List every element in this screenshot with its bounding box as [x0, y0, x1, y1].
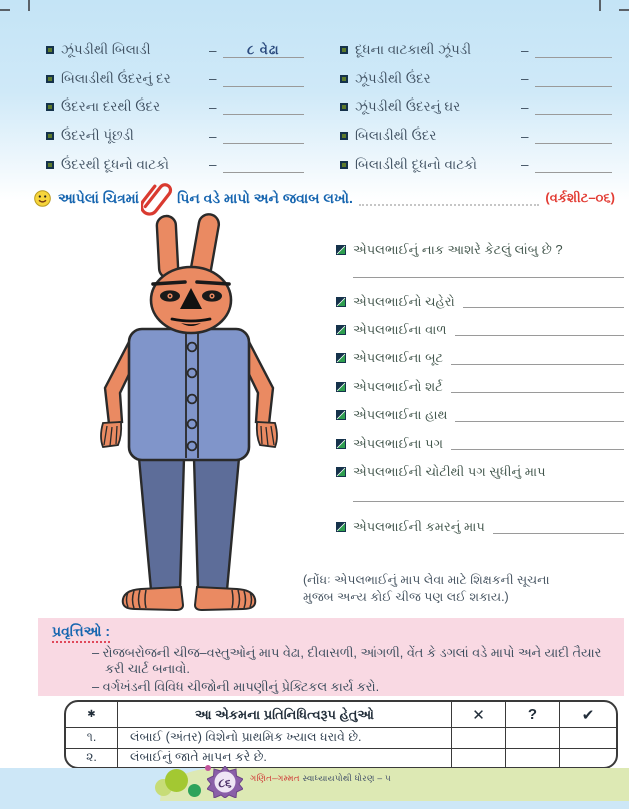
dash: –	[209, 128, 217, 144]
measure-item	[46, 150, 304, 179]
answer-blank	[451, 437, 624, 450]
table-row-text: લંબાઈનું જાતે માપન કરે છે.	[118, 749, 452, 768]
activities-title: પ્રવૃત્તિઓ :	[52, 623, 110, 643]
handwritten-answer: ૮ વેઢા	[247, 42, 280, 58]
measure-label: ઝૂંપડીથી બિલાડી	[61, 42, 151, 58]
square-bullet-icon	[340, 75, 348, 83]
worksheet-reference: (વર્કશીટ–૦૬)	[545, 190, 615, 205]
dash: –	[209, 157, 217, 173]
crop-mark	[28, 0, 30, 11]
question-text: એપલભાઈની કમરનું માપ	[353, 519, 485, 535]
figure-pants	[139, 458, 239, 590]
table-cell-empty	[506, 749, 560, 768]
question-item	[336, 316, 624, 344]
answer-blank	[455, 409, 624, 422]
answer-blank	[455, 323, 624, 336]
answer-blank	[535, 157, 612, 173]
question-text: એપલભાઈના બૂટ	[353, 350, 444, 366]
table-header-check: ✔	[560, 702, 616, 728]
question-text: એપલભાઈના પગ	[353, 435, 444, 451]
note-line: (નોંધઃ એપલભાઈનું માપ લેવા માટે શિક્ષકની સૂચના	[303, 573, 550, 587]
flag-bullet-icon	[336, 439, 346, 449]
objectives-table	[64, 700, 618, 769]
measurement-column-left	[46, 36, 304, 179]
square-bullet-icon	[46, 46, 54, 54]
measure-item	[340, 65, 612, 94]
question-item	[336, 429, 624, 457]
question-item	[336, 344, 624, 372]
table-header-title: આ એકમના પ્રતિનિધિત્વરૂપ હેતુઓ	[118, 702, 452, 728]
question-item	[336, 401, 624, 429]
flag-bullet-icon	[336, 522, 346, 532]
footer-series-title	[250, 773, 391, 784]
flag-bullet-icon	[336, 353, 346, 363]
dash: –	[209, 71, 217, 87]
square-bullet-icon	[340, 103, 348, 111]
question-text: એપલભાઈના વાળ	[353, 321, 447, 337]
question-list	[336, 236, 624, 542]
table-header-cross: ✕	[452, 702, 506, 728]
note-line: મુજબ અન્ય કોઈ ચીજ પણ લઈ શકાય.)	[303, 590, 509, 604]
measurement-list	[46, 36, 612, 179]
page-number-badge	[207, 766, 243, 798]
square-bullet-icon	[46, 132, 54, 140]
measure-item	[46, 93, 304, 122]
question-text: એપલભાઈની ચોટીથી પગ સુધીનું માપ	[353, 463, 546, 479]
activities-box	[38, 618, 624, 696]
instruction-text-left: આપેલાં ચિત્રમાં	[58, 189, 140, 206]
teacher-note	[303, 572, 623, 606]
answer-blank	[535, 128, 612, 144]
exercise-instruction-row	[34, 185, 615, 211]
answer-blank	[223, 42, 304, 58]
crop-mark	[599, 0, 601, 11]
measure-item	[340, 150, 612, 179]
square-bullet-icon	[340, 161, 348, 169]
crop-mark	[619, 9, 629, 11]
instruction-text-right: પિન વડે માપો અને જવાબ લખો.	[177, 189, 353, 206]
dotted-leader	[359, 191, 540, 206]
measure-label: બિલાડીથી ઉંદરનું દર	[61, 70, 171, 86]
measure-label: ઝૂંપડીથી ઉંદર	[355, 70, 431, 86]
answer-blank	[493, 521, 624, 534]
dash: –	[521, 99, 529, 115]
measure-label: ઉંદરની પૂંછડી	[61, 128, 134, 144]
measure-label: દૂધના વાટકાથી ઝૂંપડી	[355, 42, 472, 58]
measure-item	[340, 122, 612, 151]
answer-blank	[353, 501, 624, 502]
flag-bullet-icon	[336, 245, 346, 255]
measure-item	[340, 36, 612, 65]
answer-blank	[223, 71, 304, 87]
dash: –	[521, 71, 529, 87]
activity-item: – રોજબરોજની ચીજ–વસ્તુઓનું માપ વેઢા, દીવાસળી, આંગળી, વેંત કે ડગલાં વડે માપો અને યાદી તૈયાર કરી ચાર્ટ બનાવો.	[92, 645, 602, 676]
measure-item	[46, 65, 304, 94]
flag-bullet-icon	[336, 382, 346, 392]
figure-shirt	[129, 329, 249, 460]
dash: –	[209, 42, 217, 58]
question-item	[336, 236, 624, 264]
measure-label: ઉંદરના દરથી ઉંદર	[61, 99, 161, 115]
question-item	[336, 373, 624, 401]
question-text: એપલભાઈનો ચહેરો	[353, 293, 455, 309]
measure-item	[340, 93, 612, 122]
question-text: એપલભાઈનું નાક આશરે કેટલું લાંબુ છે ?	[353, 242, 563, 258]
dash: –	[521, 157, 529, 173]
answer-blank	[535, 71, 612, 87]
square-bullet-icon	[340, 46, 348, 54]
figure-feet	[123, 587, 256, 610]
answer-blank	[463, 295, 624, 308]
measure-label: ઉંદરથી દૂધનો વાટકો	[61, 156, 170, 172]
answer-blank	[451, 380, 624, 393]
flag-bullet-icon	[336, 297, 346, 307]
page-number: ૮૬	[218, 776, 232, 790]
question-item	[336, 513, 624, 541]
table-cell-empty	[452, 728, 506, 749]
dash: –	[521, 42, 529, 58]
answer-blank	[535, 42, 612, 58]
table-row-text: લંબાઈ (અંતર) વિશેનો પ્રાથમિક ખ્યાલ ધરાવે છે.	[118, 728, 452, 749]
flag-bullet-icon	[336, 325, 346, 335]
answer-blank	[451, 352, 624, 365]
activity-item: – વર્ગખંડની વિવિધ ચીજોની માપણીનું પ્રેક્ટિકલ કાર્ય કરો.	[92, 679, 380, 694]
flag-bullet-icon	[336, 410, 346, 420]
question-text: એપલભાઈનો શર્ટ	[353, 378, 443, 394]
answer-blank	[223, 99, 304, 115]
square-bullet-icon	[46, 103, 54, 111]
answer-blank	[223, 128, 304, 144]
measure-label: બિલાડીથી ઉંદર	[355, 128, 437, 144]
answer-blank	[535, 99, 612, 115]
footer-circle-decor	[165, 769, 188, 792]
table-row-number: ૨.	[66, 749, 118, 768]
answer-blank	[353, 277, 624, 278]
table-cell-empty	[452, 749, 506, 768]
paperclip-wrap	[141, 185, 175, 211]
crop-mark	[0, 9, 10, 11]
footer-circle-decor	[188, 784, 201, 797]
measure-label: બિલાડીથી દૂધનો વાટકો	[355, 156, 477, 172]
dash: –	[209, 99, 217, 115]
measure-item	[46, 36, 304, 65]
table-cell-empty	[560, 728, 616, 749]
measure-label: ઝૂંપડીથી ઉંદરનું ઘર	[355, 99, 461, 115]
flag-bullet-icon	[336, 467, 346, 477]
measurement-column-right	[340, 36, 612, 179]
dash: –	[521, 128, 529, 144]
question-text: એપલભાઈના હાથ	[353, 407, 448, 423]
square-bullet-icon	[46, 161, 54, 169]
figure-head	[151, 267, 231, 333]
footer-series-rest: સ્વાધ્યાયપોથી ધોરણ – ૫	[299, 773, 391, 783]
question-item	[336, 287, 624, 315]
table-header-question: ?	[506, 702, 560, 728]
table-row-number: ૧.	[66, 728, 118, 749]
square-bullet-icon	[340, 132, 348, 140]
table-cell-empty	[560, 749, 616, 768]
answer-blank	[223, 157, 304, 173]
measure-item	[46, 122, 304, 151]
square-bullet-icon	[46, 75, 54, 83]
smiley-icon	[34, 190, 51, 207]
table-header-star: ✱	[66, 702, 118, 728]
applebhai-figure	[95, 212, 290, 614]
table-cell-empty	[506, 728, 560, 749]
question-item	[336, 458, 624, 486]
footer-series-red: ગણિત–ગમ્મત	[250, 773, 300, 783]
